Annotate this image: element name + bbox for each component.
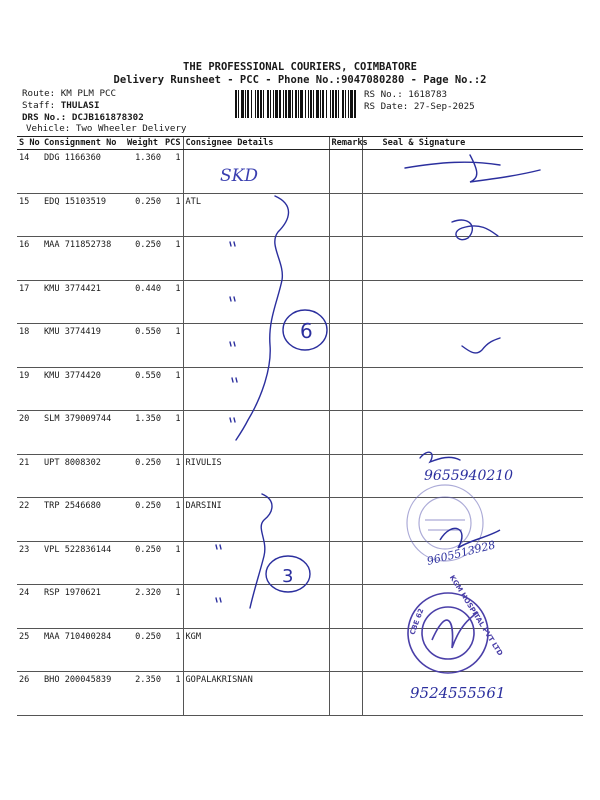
cell-sno: 24 bbox=[17, 585, 42, 629]
cell-pcs: 1 bbox=[163, 324, 183, 368]
barcode-bar bbox=[338, 90, 339, 118]
table-row bbox=[17, 367, 583, 411]
cell-weight: 0.250 bbox=[125, 498, 163, 542]
cell-seal bbox=[362, 324, 583, 368]
cell-remarks bbox=[329, 367, 362, 411]
cell-seal bbox=[362, 672, 583, 716]
col-header-consignment: Consignment No bbox=[42, 137, 125, 150]
rs-no-label: RS No.: bbox=[364, 89, 403, 100]
barcode-bar bbox=[270, 90, 271, 118]
cell-consignment: EDQ 15103519 bbox=[42, 193, 125, 237]
cell-consignee bbox=[183, 411, 329, 455]
cell-pcs: 1 bbox=[163, 193, 183, 237]
barcode-bar bbox=[298, 90, 299, 118]
barcode-bar bbox=[235, 90, 237, 118]
kgm-stamp-text: KGM HOSPITAL PVT LTD bbox=[447, 573, 505, 658]
cell-consignment: VPL 522836144 bbox=[42, 541, 125, 585]
cell-consignment: SLM 379009744 bbox=[42, 411, 125, 455]
barcode-bar bbox=[313, 90, 314, 118]
cell-consignment: MAA 710400284 bbox=[42, 628, 125, 672]
cell-consignment: DDG 1166360 bbox=[42, 150, 125, 194]
company-title: THE PROFESSIONAL COURIERS, COIMBATORE bbox=[183, 61, 417, 73]
cell-consignee bbox=[183, 280, 329, 324]
cell-consignee: GOPALAKRISNAN bbox=[183, 672, 329, 716]
cell-weight: 1.360 bbox=[125, 150, 163, 194]
route-label: Route: bbox=[22, 88, 56, 99]
cell-consignee bbox=[183, 324, 329, 368]
cell-remarks bbox=[329, 324, 362, 368]
cell-consignment: RSP 1970621 bbox=[42, 585, 125, 629]
cell-consignee: RIVULIS bbox=[183, 454, 329, 498]
cell-seal bbox=[362, 150, 583, 194]
cell-remarks bbox=[329, 237, 362, 281]
cell-pcs: 1 bbox=[163, 280, 183, 324]
cell-seal bbox=[362, 237, 583, 281]
cell-remarks bbox=[329, 585, 362, 629]
cell-consignment: MAA 711852738 bbox=[42, 237, 125, 281]
cell-sno: 14 bbox=[17, 150, 42, 194]
cell-consignment: BHO 200045839 bbox=[42, 672, 125, 716]
col-header-sno: S No bbox=[17, 137, 42, 150]
cell-sno: 23 bbox=[17, 541, 42, 585]
cell-pcs: 1 bbox=[163, 541, 183, 585]
cell-sno: 17 bbox=[17, 280, 42, 324]
barcode-bar bbox=[279, 90, 281, 118]
table-row bbox=[17, 411, 583, 455]
cell-pcs: 1 bbox=[163, 585, 183, 629]
barcode-bar bbox=[275, 90, 278, 118]
table-row bbox=[17, 628, 583, 672]
barcode-bar bbox=[342, 90, 344, 118]
cell-remarks bbox=[329, 541, 362, 585]
table-row bbox=[17, 672, 583, 716]
vehicle-label: Vehicle: bbox=[26, 123, 71, 134]
kgm-stamp-code: CBE 62 bbox=[408, 607, 426, 636]
cell-sno: 21 bbox=[17, 454, 42, 498]
cell-pcs: 1 bbox=[163, 411, 183, 455]
barcode-bar bbox=[238, 90, 239, 118]
barcode-bar bbox=[283, 90, 284, 118]
barcode bbox=[233, 90, 359, 118]
handwritten-skd: SKD bbox=[220, 166, 258, 186]
cell-sno: 26 bbox=[17, 672, 42, 716]
cell-consignment: KMU 3774420 bbox=[42, 367, 125, 411]
cell-seal bbox=[362, 628, 583, 672]
route-line bbox=[22, 88, 116, 99]
cell-remarks bbox=[329, 411, 362, 455]
vehicle-line bbox=[26, 123, 186, 134]
cell-consignee bbox=[183, 237, 329, 281]
cell-remarks bbox=[329, 280, 362, 324]
table-row bbox=[17, 237, 583, 281]
table-row bbox=[17, 454, 583, 498]
barcode-bar bbox=[245, 90, 246, 118]
cell-pcs: 1 bbox=[163, 454, 183, 498]
barcode-bar bbox=[350, 90, 353, 118]
cell-pcs: 1 bbox=[163, 150, 183, 194]
drs-line bbox=[22, 112, 144, 123]
cell-sno: 19 bbox=[17, 367, 42, 411]
cell-weight: 0.550 bbox=[125, 324, 163, 368]
cell-consignment: KMU 3774419 bbox=[42, 324, 125, 368]
cell-consignee bbox=[183, 150, 329, 194]
runsheet-subtitle: Delivery Runsheet - PCC - Phone No.:9047080280 - Page No.:2 bbox=[113, 74, 487, 86]
cell-weight: 2.350 bbox=[125, 672, 163, 716]
cell-seal bbox=[362, 454, 583, 498]
cell-consignment: UPT 8008302 bbox=[42, 454, 125, 498]
barcode-bar bbox=[320, 90, 321, 118]
cell-weight: 1.350 bbox=[125, 411, 163, 455]
runsheet-table bbox=[17, 136, 583, 716]
barcode-bar bbox=[348, 90, 349, 118]
drs-value: DCJB161878302 bbox=[71, 112, 144, 123]
barcode-bar bbox=[316, 90, 319, 118]
cell-remarks bbox=[329, 193, 362, 237]
cell-pcs: 1 bbox=[163, 498, 183, 542]
cell-weight: 2.320 bbox=[125, 585, 163, 629]
cell-sno: 18 bbox=[17, 324, 42, 368]
cell-consignee bbox=[183, 541, 329, 585]
rs-no-line bbox=[364, 89, 447, 100]
barcode-bar bbox=[308, 90, 309, 118]
col-header-remarks: Remarks bbox=[329, 137, 362, 150]
vehicle-value: Two Wheeler Delivery bbox=[75, 123, 187, 134]
barcode-bar bbox=[260, 90, 262, 118]
barcode-bar bbox=[257, 90, 259, 118]
barcode-bar bbox=[288, 90, 291, 118]
staff-value: THULASI bbox=[60, 100, 100, 111]
cell-sno: 20 bbox=[17, 411, 42, 455]
barcode-bar bbox=[354, 90, 356, 118]
barcode-bar bbox=[247, 90, 249, 118]
cell-consignee: ATL bbox=[183, 193, 329, 237]
barcode-bar bbox=[335, 90, 337, 118]
route-value: KM PLM PCC bbox=[60, 88, 117, 99]
cell-remarks bbox=[329, 628, 362, 672]
col-header-pcs: PCS bbox=[163, 137, 183, 150]
handwritten-phone-3: 9524555561 bbox=[410, 684, 506, 702]
rs-date-value: 27-Sep-2025 bbox=[413, 101, 475, 112]
table-row bbox=[17, 150, 583, 194]
cell-remarks bbox=[329, 498, 362, 542]
barcode-bar bbox=[292, 90, 293, 118]
barcode-bar bbox=[326, 90, 327, 118]
table-row bbox=[17, 498, 583, 542]
barcode-bar bbox=[332, 90, 334, 118]
cell-weight: 0.250 bbox=[125, 628, 163, 672]
cell-consignee: DARSINI bbox=[183, 498, 329, 542]
cell-consignee bbox=[183, 585, 329, 629]
cell-remarks bbox=[329, 150, 362, 194]
barcode-bar bbox=[273, 90, 274, 118]
handwritten-phone-1: 9655940210 bbox=[424, 468, 514, 484]
rs-no-value: 1618783 bbox=[408, 89, 448, 100]
col-header-weight: Weight bbox=[125, 137, 163, 150]
cell-pcs: 1 bbox=[163, 237, 183, 281]
barcode-bar bbox=[322, 90, 324, 118]
table-row bbox=[17, 541, 583, 585]
cell-seal bbox=[362, 367, 583, 411]
cell-weight: 0.550 bbox=[125, 367, 163, 411]
barcode-bar bbox=[285, 90, 287, 118]
cell-pcs: 1 bbox=[163, 672, 183, 716]
rs-date-line bbox=[364, 101, 475, 112]
cell-weight: 0.250 bbox=[125, 193, 163, 237]
cell-sno: 25 bbox=[17, 628, 42, 672]
cell-sno: 16 bbox=[17, 237, 42, 281]
cell-consignment: KMU 3774421 bbox=[42, 280, 125, 324]
col-header-seal: Seal & Signature bbox=[362, 137, 583, 150]
barcode-bar bbox=[251, 90, 252, 118]
cell-pcs: 1 bbox=[163, 367, 183, 411]
barcode-bar bbox=[255, 90, 256, 118]
cell-seal bbox=[362, 585, 583, 629]
cell-weight: 0.440 bbox=[125, 280, 163, 324]
barcode-bar bbox=[295, 90, 297, 118]
cell-seal bbox=[362, 193, 583, 237]
cell-seal bbox=[362, 541, 583, 585]
cell-sno: 22 bbox=[17, 498, 42, 542]
table-row bbox=[17, 280, 583, 324]
table-row bbox=[17, 193, 583, 237]
cell-consignment: TRP 2546680 bbox=[42, 498, 125, 542]
cell-remarks bbox=[329, 672, 362, 716]
group-count-1: 6 bbox=[300, 319, 313, 343]
cell-seal bbox=[362, 498, 583, 542]
cell-seal bbox=[362, 411, 583, 455]
cell-seal bbox=[362, 280, 583, 324]
barcode-bar bbox=[241, 90, 244, 118]
cell-weight: 0.250 bbox=[125, 454, 163, 498]
barcode-bar bbox=[263, 90, 264, 118]
cell-consignee: KGM bbox=[183, 628, 329, 672]
staff-label: Staff: bbox=[22, 100, 56, 111]
cell-pcs: 1 bbox=[163, 628, 183, 672]
cell-sno: 15 bbox=[17, 193, 42, 237]
barcode-bar bbox=[300, 90, 303, 118]
barcode-bar bbox=[330, 90, 331, 118]
col-header-consignee: Consignee Details bbox=[183, 137, 329, 150]
table-header-row bbox=[17, 137, 583, 150]
handwritten-phone-2: 9605513928 bbox=[425, 538, 497, 568]
cell-weight: 0.250 bbox=[125, 541, 163, 585]
group-count-2: 3 bbox=[282, 566, 294, 587]
cell-consignee bbox=[183, 367, 329, 411]
staff-line bbox=[22, 100, 99, 111]
rs-date-label: RS Date: bbox=[364, 101, 409, 112]
cell-remarks bbox=[329, 454, 362, 498]
drs-label: DRS No.: bbox=[22, 112, 67, 123]
table-row bbox=[17, 585, 583, 629]
barcode-bar bbox=[310, 90, 312, 118]
table-row bbox=[17, 324, 583, 368]
barcode-bar bbox=[305, 90, 306, 118]
barcode-bar bbox=[267, 90, 269, 118]
cell-weight: 0.250 bbox=[125, 237, 163, 281]
barcode-bar bbox=[345, 90, 346, 118]
